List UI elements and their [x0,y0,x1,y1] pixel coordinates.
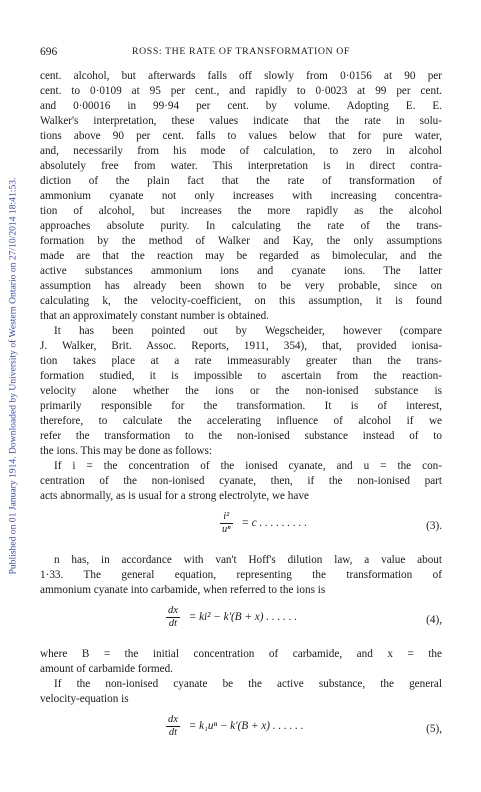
text-line: assumption has already been shown to be very probable, since on [40,280,442,292]
paragraph-1 [40,69,442,324]
text-line: absolutely free from water. This interpretation is in direct contra- [40,160,442,172]
text-line: primarily responsible for the transformation. It is of interest, [40,400,442,412]
paragraph-4 [40,553,442,598]
equation-4-rhs: = ki² − k′(B + x) . . . . . . [188,611,298,623]
text-line: active substances ammonium ions and cyanate ions. The latter [40,265,442,277]
equation-5-denominator: dt [168,727,178,738]
equation-5-numerator: dx [168,714,178,725]
text-line: cent. to 0·0109 at 95 per cent., and rapidly to 0·0023 at 99 per cent. [40,85,442,97]
text-line: and, necessarily from his mode of calculation, to zero in alcohol [40,145,442,157]
text-line: amount of carbamide formed. [40,663,173,675]
text-line: velocity-equation is [40,693,129,705]
text-line: and 0·00016 in 99·94 per cent. by volume. Adopting E. E. [40,100,442,112]
equation-3-denominator: uⁿ [222,524,231,535]
text-line: n has, in accordance with van't Hoff's dilution law, a value about [54,554,442,566]
text-line: If the non-ionised cyanate be the active substance, the general [54,678,442,690]
equation-5-number: (5), [426,723,442,735]
equation-3-numerator: i² [220,511,233,524]
text-line: velocity alone whether the ions or the non-ionised substance is [40,385,442,397]
paragraph-3 [40,459,442,504]
text-line: where B = the initial concentration of carbamide, and x = the [40,648,442,660]
page-header [40,46,442,62]
equation-5 [40,710,442,752]
equation-4-fraction [166,605,180,630]
text-line: centration of the non-ionised cyanate, then, if the non-ionised part [40,475,442,487]
text-line: cent. alcohol, but afterwards falls off slowly from 0·0156 at 90 per [40,70,442,82]
equation-3-number: (3). [426,520,442,532]
equation-3 [40,507,442,549]
text-line: made are that the reaction may be regarded as bimolecular, and the [40,250,442,262]
equation-4-denominator: dt [168,618,178,629]
text-line: J. Walker, Brit. Assoc. Reports, 1911, 354), that, provided ionisa- [40,340,442,352]
text-line: calculating k, the velocity-coefficient, on this assumption, it is found [40,295,442,307]
text-line: that an approximately constant number is obtained. [40,310,269,322]
text-line: therefore, to calculate the accelerating influence of alcohol if we [40,415,442,427]
text-line: diction of the plain fact that the rate of transformation of [40,175,442,187]
equation-5-rhs: = k₁uⁿ − k′(B + x) . . . . . . [188,720,304,732]
equation-4-numerator: dx [168,605,178,616]
text-line: tion of alcohol, but increases the more rapidly as the alcohol [40,205,442,217]
paragraph-5 [40,647,442,677]
equation-5-fraction [166,714,180,739]
text-line: ammonium cyanate into carbamide, when referred to the ions is [40,584,326,596]
publication-side-stamp [8,66,18,686]
text-line: approaches absolute purity. In calculating the rate of the trans- [40,220,442,232]
text-line: tion takes place at a rate immeasurably greater than the trans- [40,355,442,367]
text-line: acts abnormally, as is usual for a strong electrolyte, we have [40,490,309,502]
text-line: 1·33. The general equation, representing the transformation of [40,569,442,581]
text-line: formation by the method of Walker and Kay, the only assumptions [40,235,442,247]
text-line: refer the transformation to the non-ionised substance instead of to [40,430,442,442]
text-line: formation studied, it is impossible to ascertain from the reaction- [40,370,442,382]
page-number: 696 [40,46,58,58]
equation-3-rhs: = c . . . . . . . . . [241,517,308,529]
text-line: the ions. This may be done as follows: [40,445,212,457]
paragraph-2 [40,324,442,459]
text-line: If i = the concentration of the ionised cyanate, and u = the con- [54,460,442,472]
equation-4 [40,601,442,643]
paragraph-6 [40,677,442,707]
text-line: tions above 90 per cent. falls to values below that for pure water, [40,130,442,142]
article-body [40,69,442,756]
equation-3-fraction [220,511,233,536]
text-line: Walker's interpretation, these values indicate that the rate in solu- [40,115,442,127]
text-line: ammonium cyanate not only increases with increasing concentra- [40,190,442,202]
side-stamp-text: Published on 01 January 1914. Downloaded by University of Western Ontario on 27/10/2014 18:41:53. [7,177,19,575]
running-head: ROSS: THE RATE OF TRANSFORMATION OF [132,46,350,57]
text-line: It has been pointed out by Wegscheider, however (compare [54,325,442,337]
equation-4-number: (4), [426,614,442,626]
